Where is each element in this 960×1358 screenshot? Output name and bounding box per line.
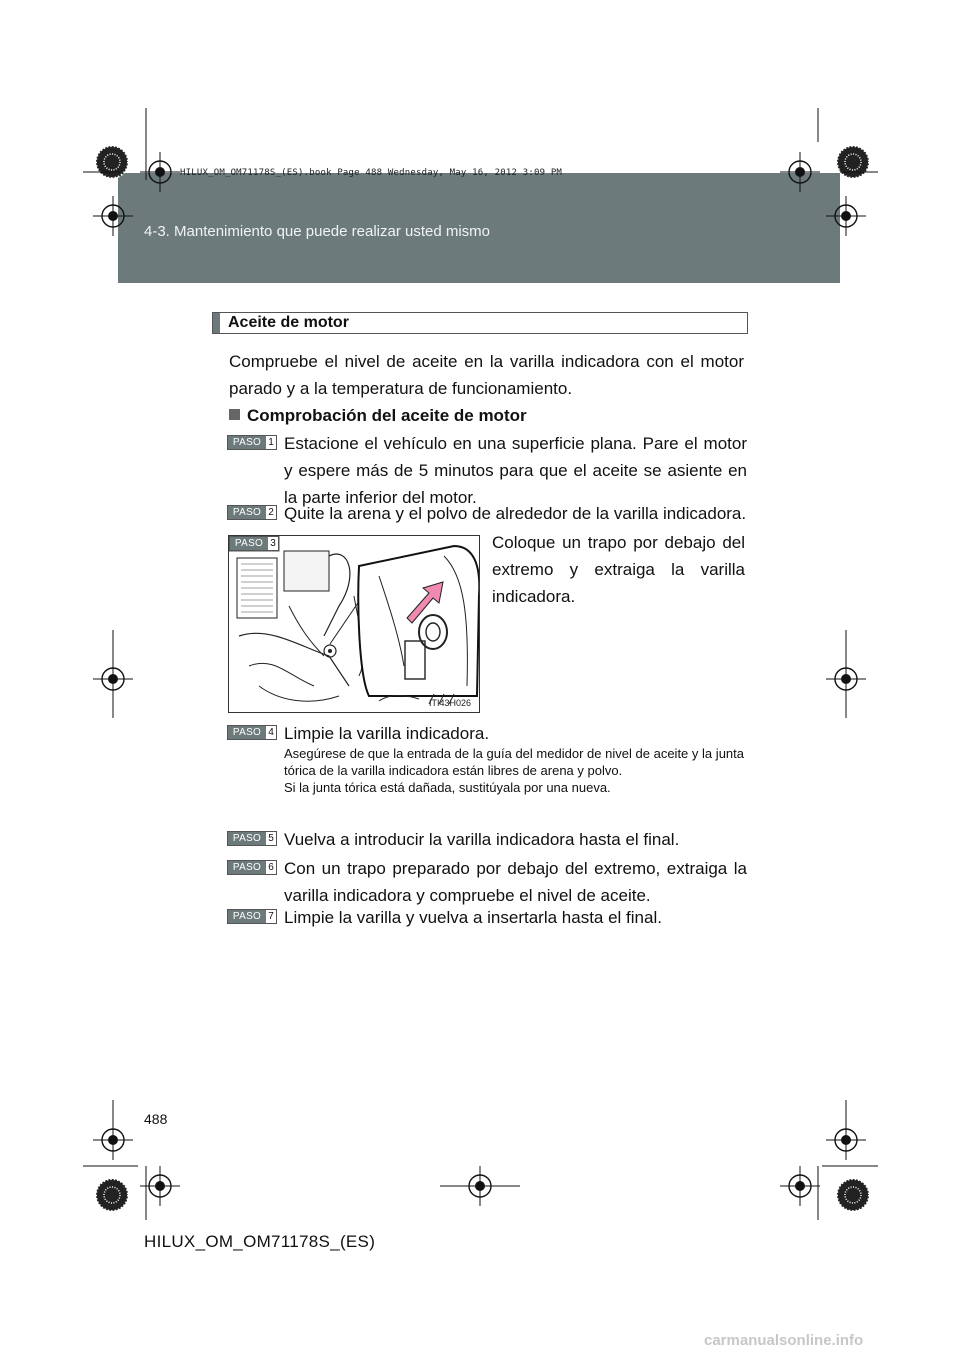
step-2 bbox=[227, 500, 747, 527]
step-badge-number: 3 bbox=[268, 537, 278, 550]
step-badge bbox=[227, 505, 277, 520]
step-4 bbox=[227, 720, 747, 747]
step-badge-number: 7 bbox=[266, 910, 276, 923]
engine-bay-drawing bbox=[229, 536, 480, 713]
step-1 bbox=[227, 430, 747, 511]
book-stamp: HILUX_OM_OM71178S_(ES).book Page 488 Wednesday, May 16, 2012 3:09 PM bbox=[180, 168, 563, 178]
step-badge bbox=[227, 909, 277, 924]
note-line: Si la junta tórica está dañada, sustitúyala por una nueva. bbox=[284, 780, 611, 795]
watermark: carmanualsonline.info bbox=[704, 1332, 864, 1349]
step-badge-label: PASO bbox=[228, 832, 266, 845]
step-text: Limpie la varilla indicadora. bbox=[284, 724, 490, 743]
page-number: 488 bbox=[144, 1111, 168, 1127]
section-header-bar bbox=[213, 313, 220, 333]
step-text: Limpie la varilla y vuelva a insertarla hasta el final. bbox=[284, 908, 662, 927]
subheading-text: Comprobación del aceite de motor bbox=[247, 406, 527, 425]
step-badge-label: PASO bbox=[228, 436, 266, 449]
step-badge-number: 4 bbox=[266, 726, 276, 739]
step-text: Con un trapo preparado por debajo del extremo, extraiga la varilla indicadora y compruebe el nivel de aceite. bbox=[284, 859, 747, 905]
step-badge-number: 1 bbox=[266, 436, 276, 449]
step-badge-label: PASO bbox=[228, 861, 266, 874]
step-text: Vuelva a introducir la varilla indicadora hasta el final. bbox=[284, 830, 680, 849]
step-badge-label: PASO bbox=[228, 506, 266, 519]
section-header bbox=[212, 312, 748, 334]
step-badge-label: PASO bbox=[228, 726, 266, 739]
step-5 bbox=[227, 826, 747, 853]
step-text: Estacione el vehículo en una superficie plana. Pare el motor y espere más de 5 minutos para que el aceite se asiente en la parte inferior del motor. bbox=[284, 434, 747, 507]
step-badge bbox=[227, 725, 277, 740]
step-badge bbox=[227, 860, 277, 875]
step-text: Quite la arena y el polvo de alrededor de la varilla indicadora. bbox=[284, 504, 747, 523]
step-badge bbox=[229, 536, 279, 551]
section-title: Aceite de motor bbox=[228, 314, 349, 331]
document-id: HILUX_OM_OM71178S_(ES) bbox=[144, 1232, 376, 1251]
step-7 bbox=[227, 904, 747, 931]
step-badge-number: 5 bbox=[266, 832, 276, 845]
step-3-text: Coloque un trapo por debajo del extremo y extraiga la varilla indicadora. bbox=[492, 533, 745, 606]
step-4-note bbox=[284, 745, 744, 796]
step-6 bbox=[227, 855, 747, 909]
square-bullet-icon bbox=[229, 409, 240, 420]
step-badge-number: 2 bbox=[266, 506, 276, 519]
step-badge-label: PASO bbox=[228, 910, 266, 923]
step-badge-label: PASO bbox=[230, 537, 268, 550]
step-badge-number: 6 bbox=[266, 861, 276, 874]
note-line: Asegúrese de que la entrada de la guía del medidor de nivel de aceite y la junta tórica de la varilla indicadora están libres de arena y polvo. bbox=[284, 746, 744, 778]
step-badge bbox=[227, 435, 277, 450]
engine-dipstick-illustration bbox=[228, 535, 480, 713]
step-badge bbox=[227, 831, 277, 846]
intro-paragraph: Compruebe el nivel de aceite en la varilla indicadora con el motor parado y a la temperatura de funcionamiento. bbox=[229, 352, 744, 398]
chapter-title: 4-3. Mantenimiento que puede realizar usted mismo bbox=[144, 223, 491, 240]
figure-code: ITI43H026 bbox=[428, 698, 471, 708]
subheading bbox=[229, 406, 527, 426]
